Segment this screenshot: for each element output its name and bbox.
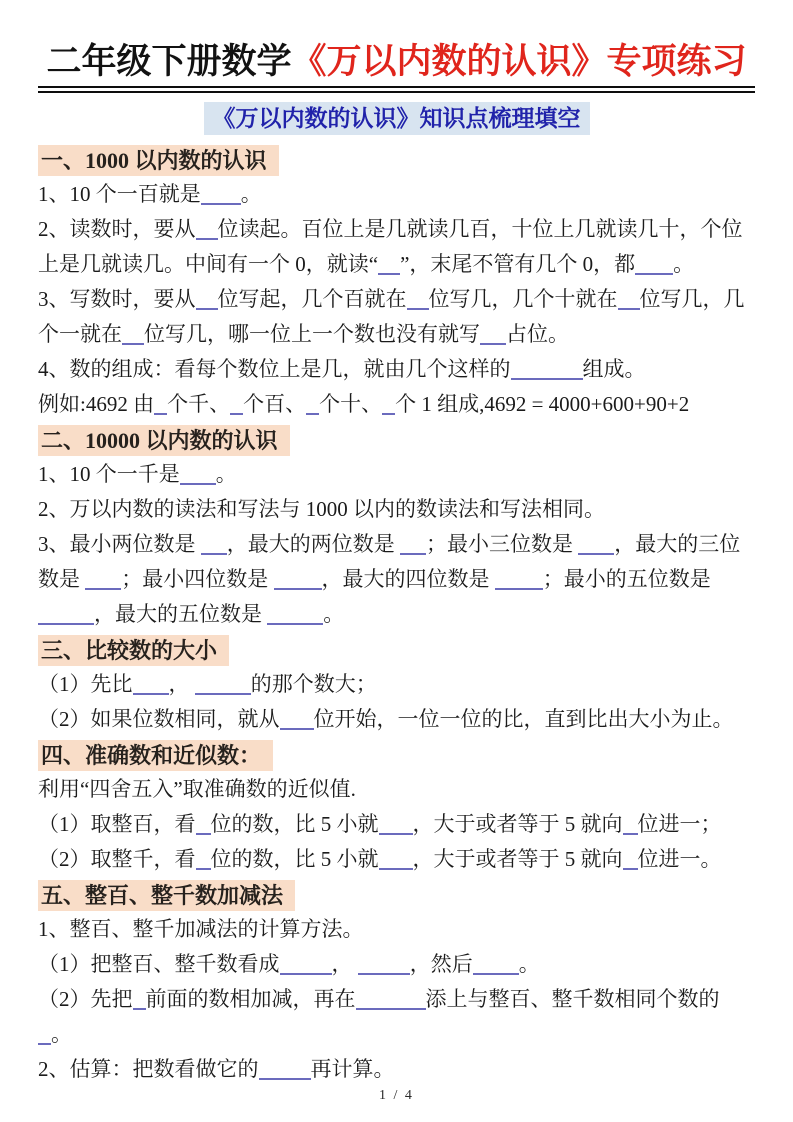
line-text: 上是几就读几。中间有一个 0，就读“ (38, 251, 379, 276)
worksheet-line (38, 177, 755, 212)
fill-blank (382, 399, 395, 415)
fill-blank (618, 294, 640, 310)
fill-blank (196, 294, 218, 310)
fill-blank (578, 539, 614, 555)
line-text: ，大于或者等于 5 就向 (412, 846, 623, 871)
worksheet-line (38, 562, 755, 597)
line-text: （1）先比 (38, 671, 133, 696)
line-text: （1）把整百、整千数看成 (38, 951, 280, 976)
worksheet-line (38, 667, 755, 702)
line-text: ；最小三位数是 (426, 531, 579, 556)
section-header: 三、比较数的大小 (38, 635, 229, 666)
fill-blank (195, 679, 251, 695)
fill-blank (280, 714, 314, 730)
section-header: 四、准确数和近似数： (38, 740, 273, 771)
line-text: ，最大的三位 (614, 531, 741, 556)
line-text: 占位。 (506, 321, 569, 346)
line-text: （1）取整百，看 (38, 811, 196, 836)
section-row (38, 422, 755, 457)
fill-blank (356, 994, 426, 1010)
worksheet-line (38, 247, 755, 282)
worksheet-line (38, 912, 755, 947)
worksheet-line (38, 527, 755, 562)
line-text: 前面的数相加减，再在 (145, 986, 356, 1011)
line-text: 1、10 个一百就是 (38, 181, 201, 206)
fill-blank (133, 994, 146, 1010)
line-text: 个十、 (319, 391, 383, 416)
subtitle-row (38, 102, 755, 135)
line-text: 再计算。 (310, 1056, 395, 1081)
fill-blank (306, 399, 319, 415)
worksheet-line (38, 842, 755, 877)
worksheet-line (38, 352, 755, 387)
fill-blank (133, 679, 169, 695)
line-text: ；最小的五位数是 (542, 566, 711, 591)
fill-blank (378, 259, 400, 275)
line-text: 位读起。百位上是几就读几百，十位上几就读几十，个位 (217, 216, 743, 241)
fill-blank (196, 819, 211, 835)
line-text: ，大于或者等于 5 就向 (412, 811, 623, 836)
title-double-underline (38, 86, 755, 93)
fill-blank (180, 469, 216, 485)
title-highlight: 《万以内数的认识》专项练习 (291, 42, 747, 81)
fill-blank (495, 574, 543, 590)
fill-blank (230, 399, 243, 415)
worksheet-line (38, 772, 755, 807)
line-text: 位进一； (637, 811, 722, 836)
line-text: 位写起，几个百就在 (217, 286, 407, 311)
line-text: 2、读数时，要从 (38, 216, 196, 241)
worksheet-line (38, 387, 755, 422)
fill-blank (38, 609, 94, 625)
fill-blank (38, 1029, 51, 1045)
line-text: ，最大的四位数是 (321, 566, 495, 591)
line-text: 个千、 (167, 391, 231, 416)
line-text: 。 (215, 461, 237, 486)
fill-blank (259, 1064, 311, 1080)
fill-blank (196, 854, 211, 870)
worksheet-line (38, 317, 755, 352)
line-text: 4、数的组成：看每个数位上是几，就由几个这样的 (38, 356, 511, 381)
fill-blank (379, 819, 413, 835)
line-text: 。 (240, 181, 262, 206)
fill-blank (511, 364, 583, 380)
line-text: 。 (673, 251, 695, 276)
worksheet-line (38, 282, 755, 317)
line-text: （2）先把 (38, 986, 133, 1011)
line-text: 。 (323, 601, 345, 626)
fill-blank (473, 959, 519, 975)
line-text: 3、写数时，要从 (38, 286, 196, 311)
worksheet-line (38, 597, 755, 632)
section-row (38, 632, 755, 667)
fill-blank (407, 294, 429, 310)
line-text: 个一就在 (38, 321, 122, 346)
line-text: 个 1 组成,4692 = 4000+600+90+2 (395, 391, 690, 416)
line-text: ， (331, 951, 358, 976)
line-text: 2、估算：把数看做它的 (38, 1056, 259, 1081)
worksheet-line (38, 212, 755, 247)
section-row (38, 737, 755, 772)
line-text: 个百、 (243, 391, 307, 416)
line-text: 位进一。 (637, 846, 722, 871)
line-text: 1、10 个一千是 (38, 461, 180, 486)
worksheet-line (38, 492, 755, 527)
line-text: 位写几，哪一位上一个数也没有就写 (144, 321, 480, 346)
line-text: （2）如果位数相同，就从 (38, 706, 280, 731)
line-text: （2）取整千，看 (38, 846, 196, 871)
line-text: ，然后 (409, 951, 473, 976)
fill-blank (379, 854, 413, 870)
section-header: 五、整百、整千数加减法 (38, 880, 295, 911)
section-row (38, 142, 755, 177)
fill-blank (122, 329, 144, 345)
line-text: 。 (518, 951, 540, 976)
worksheet-line (38, 702, 755, 737)
fill-blank (85, 574, 121, 590)
fill-blank (623, 819, 638, 835)
document-body (38, 142, 755, 1087)
fill-blank (154, 399, 167, 415)
line-text: 添上与整百、整千数相同个数的 (425, 986, 720, 1011)
worksheet-line (38, 1017, 755, 1052)
line-text: 。 (51, 1021, 72, 1046)
line-text: 位开始，一位一位的比，直到比出大小为止。 (313, 706, 734, 731)
line-text: 利用“四舍五入”取准确数的近似值. (38, 776, 356, 801)
line-text: 位的数，比 5 小就 (210, 846, 379, 871)
line-text: 位写几，几个十就在 (428, 286, 618, 311)
line-text: 位的数，比 5 小就 (210, 811, 379, 836)
title-prefix: 二年级下册数学 (46, 42, 292, 81)
fill-blank (480, 329, 506, 345)
fill-blank (280, 959, 332, 975)
line-text: 1、整百、整千加减法的计算方法。 (38, 916, 364, 941)
line-text: 组成。 (582, 356, 646, 381)
fill-blank (400, 539, 426, 555)
subtitle: 《万以内数的认识》知识点梳理填空 (204, 102, 590, 135)
section-row (38, 877, 755, 912)
fill-blank (274, 574, 322, 590)
line-text: 的那个数大； (250, 671, 377, 696)
line-text: 2、万以内数的读法和写法与 1000 以内的数读法和写法相同。 (38, 496, 605, 521)
fill-blank (201, 189, 241, 205)
line-text: ；最小四位数是 (121, 566, 274, 591)
worksheet-line (38, 807, 755, 842)
section-header: 一、1000 以内数的认识 (38, 145, 279, 176)
section-header: 二、10000 以内数的认识 (38, 425, 290, 456)
line-text: 3、最小两位数是 (38, 531, 201, 556)
worksheet-line (38, 982, 755, 1017)
line-text: ”，末尾不管有几个 0，都 (400, 251, 636, 276)
page-number: 1 / 4 (379, 1087, 414, 1103)
line-text: ，最大的两位数是 (226, 531, 400, 556)
fill-blank (196, 224, 218, 240)
line-text: 例如:4692 由 (38, 391, 155, 416)
page-title (38, 40, 755, 84)
line-text: ， (168, 671, 195, 696)
worksheet-line (38, 457, 755, 492)
worksheet-line (38, 947, 755, 982)
fill-blank (201, 539, 227, 555)
fill-blank (358, 959, 410, 975)
worksheet-line (38, 1052, 755, 1087)
line-text: 位写几，几 (639, 286, 745, 311)
fill-blank (623, 854, 638, 870)
fill-blank (635, 259, 673, 275)
line-text: 数是 (38, 566, 86, 591)
line-text: ，最大的五位数是 (94, 601, 268, 626)
fill-blank (267, 609, 323, 625)
